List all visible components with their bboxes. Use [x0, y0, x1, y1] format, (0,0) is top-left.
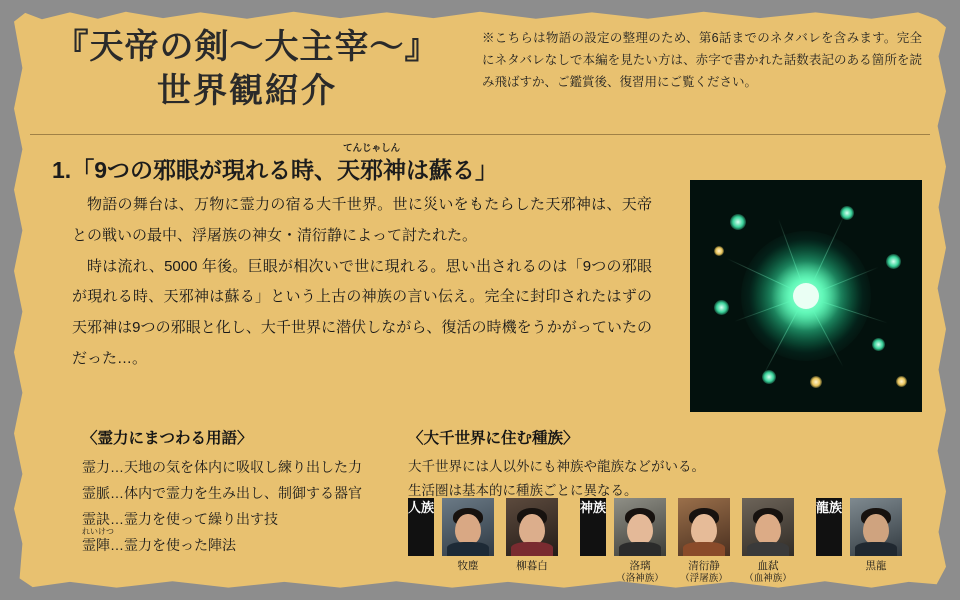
- section1-number: 1.: [52, 157, 72, 183]
- portrait-image: [678, 498, 730, 556]
- evil-eye-orb: [810, 376, 822, 388]
- evil-eye-orb: [872, 338, 885, 351]
- member-name: [850, 559, 902, 573]
- body-shape: [855, 542, 897, 556]
- member-name-sub: （血神族）: [744, 573, 792, 585]
- page-title-line1: 『天帝の剣〜大主宰〜』: [54, 28, 440, 66]
- face-shape: [455, 514, 481, 545]
- term-item: 霊脈…体内で霊力を生み出し、制御する器官: [82, 484, 362, 501]
- section1-heading-before: 「9つの邪眼が現れる時、: [71, 157, 337, 183]
- member-name: [614, 559, 666, 586]
- central-core: [793, 283, 819, 309]
- title-block: [32, 26, 462, 113]
- member-name: [742, 559, 794, 586]
- race-group-label-jinzoku: 人族: [408, 498, 434, 556]
- portrait-image: [614, 498, 666, 556]
- section1-ruby-group: [336, 143, 406, 185]
- evil-eye-orb: [714, 300, 729, 315]
- evil-eye-orb: [730, 214, 746, 230]
- portrait-image: [742, 498, 794, 556]
- race-member-bokujin: [442, 498, 494, 573]
- section1-paragraph-1: 物語の舞台は、万物に霊力の宿る大千世界。世に災いをもたらした天邪神は、天帝との戦いの最中、浮屠族の神女・清衍静によって討たれた。: [72, 196, 652, 244]
- header: [30, 22, 930, 130]
- evil-eye-orb: [840, 206, 854, 220]
- portrait-image: [850, 498, 902, 556]
- evil-eye-orb: [896, 376, 907, 387]
- member-name: [506, 559, 558, 573]
- body-shape: [683, 542, 725, 556]
- evil-eye-orb: [762, 370, 776, 384]
- member-name-sub: （浮屠族）: [680, 573, 728, 585]
- race-member-rakuri: [614, 498, 666, 586]
- race-group-label-ryuzoku: 龍族: [816, 498, 842, 556]
- race-group-label-shinzoku: 神族: [580, 498, 606, 556]
- member-name-text: 洛璃: [629, 560, 651, 572]
- body-shape: [747, 542, 789, 556]
- section1-body: [72, 190, 652, 375]
- races-column: [408, 426, 928, 504]
- terms-heading: 〈霊力にまつわる用語〉: [82, 430, 253, 447]
- race-member-kesshi: [742, 498, 794, 586]
- races-desc-1: 大千世界には人以外にも神族や龍族などがいる。: [408, 459, 705, 474]
- body-shape: [447, 542, 489, 556]
- section1-ruby-text: てんじゃしん: [342, 143, 400, 154]
- terms-column: [82, 426, 382, 559]
- races-heading: 〈大千世界に住む種族〉: [408, 430, 579, 447]
- content-area: [30, 22, 930, 585]
- member-name-text: 血弑: [757, 560, 779, 572]
- member-name-text: 柳暮白: [516, 560, 548, 572]
- evil-eye-orb: [714, 246, 724, 256]
- race-member-kokuryu: [850, 498, 902, 573]
- evil-eye-orb: [886, 254, 901, 269]
- race-members-row: [408, 498, 928, 590]
- member-name: [442, 559, 494, 573]
- section1-paragraph-2: 時は流れ、5000 年後。巨眼が相次いで世に現れる。思い出されるのは「9つの邪眼が現れる時、天邪神は蘇る」という上古の神族の言い伝え。完全に封印されたはずの天邪神は9つの邪眼と化し、大千世界に潜伏しながら、復活の時機をうかがっていたのだった…。: [72, 257, 652, 367]
- face-shape: [691, 514, 717, 545]
- face-shape: [627, 514, 653, 545]
- term-item: [82, 507, 382, 536]
- green-eye-orb-image: [690, 180, 922, 412]
- body-shape: [619, 542, 661, 556]
- header-divider: [30, 134, 930, 135]
- section1-heading-after: は蘇る」: [405, 157, 498, 183]
- spoiler-note: ※こちらは物語の設定の整理のため、第6話までのネタバレを含みます。完全にネタバレなしで本編を見たい方は、赤字で書かれた話数表記のある箇所を読み飛ばすか、ご鑑賞後、復習用にご覧ください。: [482, 31, 922, 89]
- face-shape: [519, 514, 545, 545]
- member-name-text: 清衍静: [688, 560, 720, 572]
- face-shape: [755, 514, 781, 545]
- term-item: 霊陣…霊力を使った陣法: [82, 536, 236, 553]
- page-title-line2: 世界観紹介: [157, 71, 337, 110]
- race-member-ryubohaku: [506, 498, 558, 573]
- races-desc-2: 生活圏は基本的に種族ごとに異なる。: [408, 483, 638, 499]
- member-name-sub: （洛神族）: [616, 573, 664, 585]
- race-member-seienjou: [678, 498, 730, 586]
- term-item-text: 霊訣…霊力を使って繰り出す技: [82, 510, 278, 527]
- section1-heading: [52, 143, 498, 185]
- member-name-text: 牧塵: [457, 560, 479, 572]
- face-shape: [863, 514, 889, 545]
- body-shape: [511, 542, 553, 556]
- term-item: 霊力…天地の気を体内に吸収し練り出した力: [82, 459, 362, 475]
- section1-ruby-base: 天邪神: [336, 157, 406, 183]
- member-name: [678, 559, 730, 586]
- portrait-image: [506, 498, 558, 556]
- term-ruby: れいけつ: [82, 526, 114, 536]
- portrait-image: [442, 498, 494, 556]
- member-name-text: 黒龍: [865, 560, 887, 572]
